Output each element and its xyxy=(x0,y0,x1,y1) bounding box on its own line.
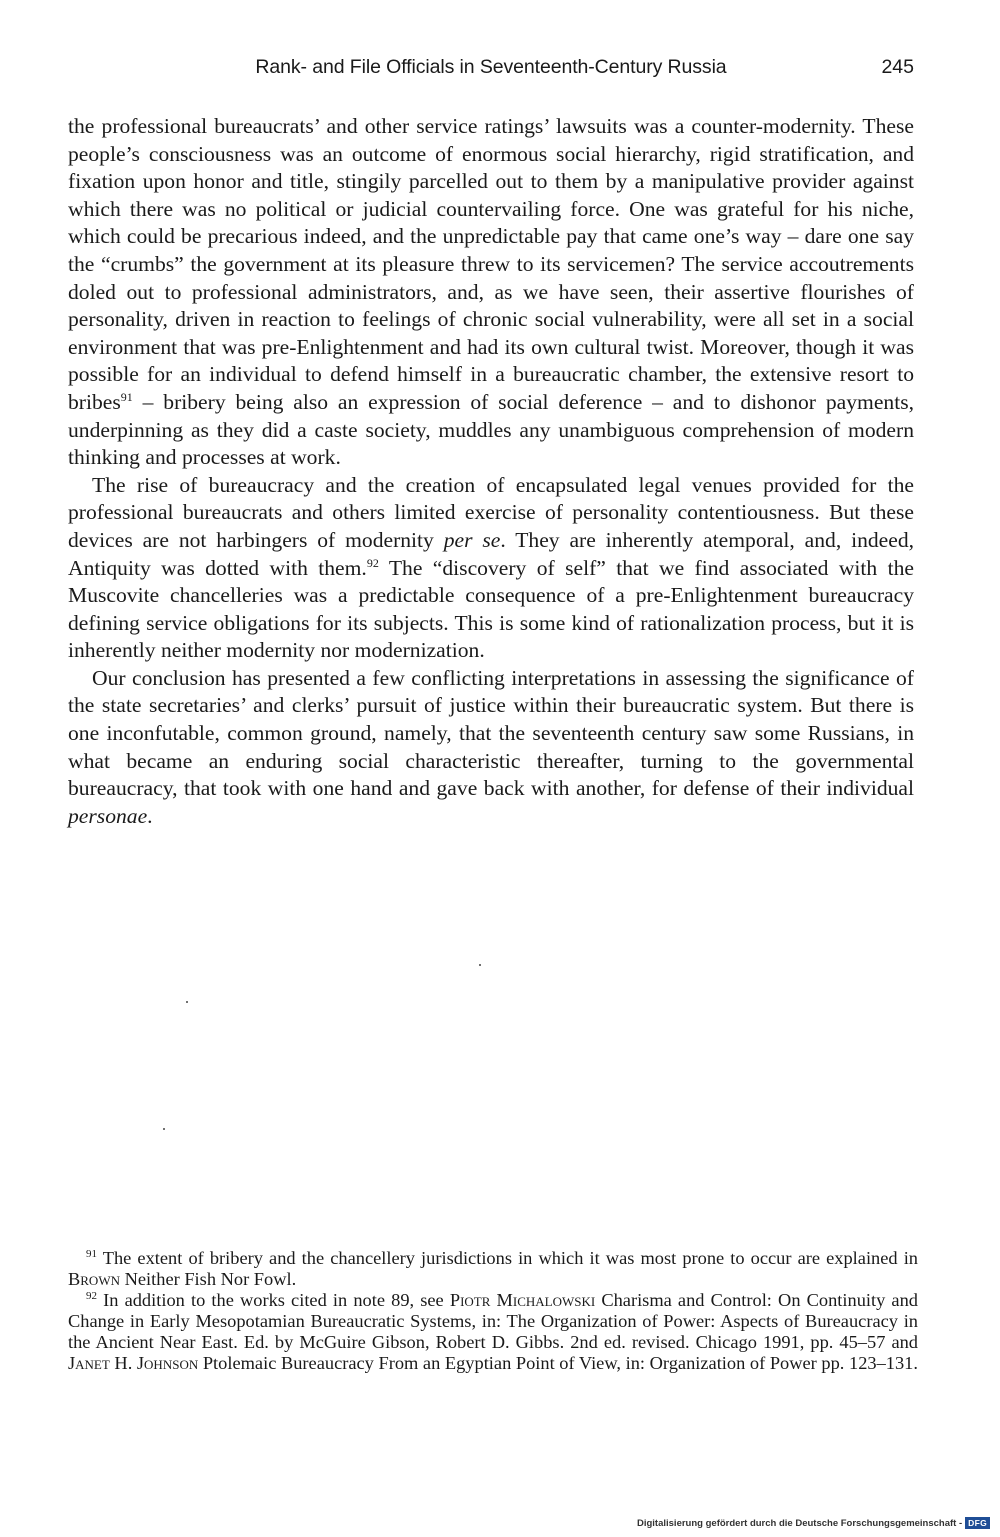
footnote-ref-92: 92 xyxy=(366,555,379,570)
footnote-92 xyxy=(68,1290,918,1374)
paragraph-2-text-c: The “discovery of self” that we find associated with the Muscovite chancelleries was a predictable consequence of a pre-Enlightenment bureaucracy defining service obligations for its subjects. This is some kind of rationalization process, but it is inherently neither modernity nor modernization. xyxy=(68,555,914,663)
footnote-92-author-2: Janet H. Johnson xyxy=(68,1353,199,1373)
footnote-92-text-c: Ptolemaic Bureaucracy From an Egyptian Point of View, in: Organization of Power pp. 123–131. xyxy=(198,1353,918,1373)
footnotes xyxy=(68,1248,918,1374)
body-text xyxy=(68,113,914,830)
paragraph-2-text-b: . They are inherently atemporal, and, indeed, Antiquity was dotted with them. xyxy=(68,527,915,580)
running-title: Rank- and File Officials in Seventeenth-Century Russia xyxy=(255,56,727,78)
footnote-91-text-b: Neither Fish Nor Fowl. xyxy=(119,1269,297,1289)
footnote-92-text-a: In addition to the works cited in note 89, see xyxy=(97,1290,450,1310)
paragraph-1 xyxy=(68,113,914,472)
footnote-91 xyxy=(68,1248,918,1290)
footnote-92-author-1: Piotr Michalowski xyxy=(449,1290,596,1310)
paragraph-3-text-a: Our conclusion has presented a few conflicting interpretations in assessing the significance of the state secretaries’ and clerks’ pursuit of justice within their bureaucratic system. But there is one inconfutable, common ground, namely, that the seventeenth century saw some Russians, in what became an enduring social characteristic thereafter, turning to the governmental bureaucracy, that took with one hand and gave back with another, for defense of their individual xyxy=(68,665,914,801)
scan-speck xyxy=(186,1001,188,1003)
page-header xyxy=(68,56,914,86)
footnote-marker: 91 xyxy=(86,1248,97,1260)
page-number: 245 xyxy=(881,56,914,78)
digitization-text: Digitalisierung gefördert durch die Deutsche Forschungsgemeinschaft - xyxy=(636,1517,963,1529)
scan-speck xyxy=(163,1128,165,1130)
footnote-91-text-a: The extent of bribery and the chancellery jurisdictions in which it was most prone to occur are explained in xyxy=(97,1248,918,1268)
digitization-credit xyxy=(637,1517,990,1529)
paragraph-3 xyxy=(68,665,914,831)
paragraph-2-text-a: The rise of bureaucracy and the creation of encapsulated legal venues provided for the professional bureaucrats and others limited exercise of personality contentiousness. But these devices are not harbingers of modernity xyxy=(68,472,914,552)
paragraph-1-text-b: – bribery being also an expression of social deference – and to dishonor payments, underpinning as they did a caste society, muddles any unambiguous comprehension of modern thinking and processes at work. xyxy=(68,389,914,470)
paragraph-2 xyxy=(68,472,914,665)
paragraph-3-text-b: . xyxy=(147,803,153,828)
footnote-marker: 92 xyxy=(86,1290,97,1302)
paragraph-2-italic: per se xyxy=(443,527,501,552)
footnote-92-text-b: Charisma and Control: On Continuity and Change in Early Mesopotamian Bureaucratic Systems, in: The Organization of Power: Aspects of Bureaucracy in the Ancient Near East. Ed. by McGuire Gibson, Robert D. Gibbs. 2nd ed. revised. Chicago 1991, pp. 45–57 and xyxy=(68,1290,918,1352)
scan-speck xyxy=(479,964,481,966)
paragraph-1-text-a: the professional bureaucrats’ and other service ratings’ lawsuits was a counter-modernity. These people’s consciousness was an outcome of enormous social hierarchy, rigid stratification, and fixation upon honor and title, stingily parcelled out to them by a manipulative provider against which there was no political or judicial countervailing force. One was grateful for his niche, which could be precarious indeed, and the unpredictable pay that came one’s way – dare one say the “crumbs” the government at its pleasure threw to its servicemen? The service accoutrements doled out to professional administrators, and, as we have seen, their assertive flourishes of personality, driven in reaction to feelings of chronic social vulnerability, were all set in a social environment that was pre-Enlightenment and had its own cultural twist. Moreover, though it was possible for an individual to defend himself in a bureaucratic chamber, the extensive resort to bribes xyxy=(68,114,914,414)
footnote-ref-91: 91 xyxy=(120,389,133,404)
dfg-logo: DFG xyxy=(965,1517,990,1529)
footnote-91-author: Brown xyxy=(68,1269,120,1289)
paragraph-3-italic: personae xyxy=(68,803,148,828)
